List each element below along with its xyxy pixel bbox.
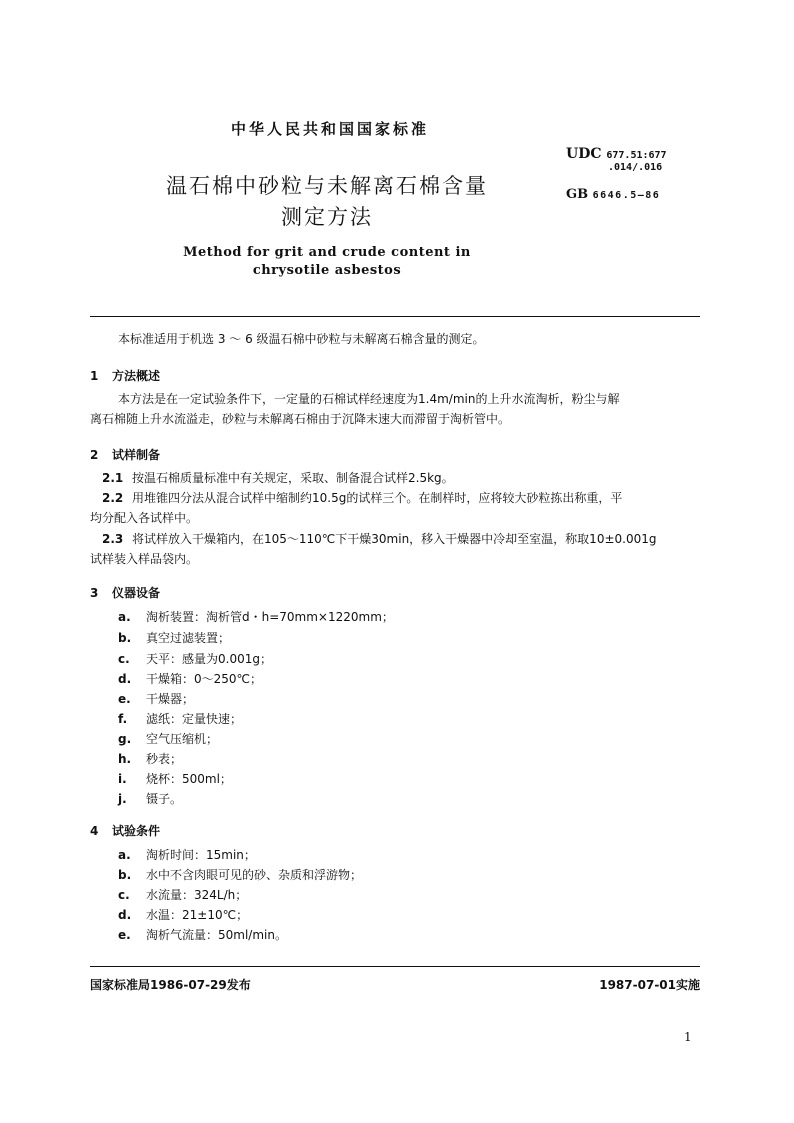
item-text: 淘析装置：淘析管d・h=70mm×1220mm； [146, 610, 394, 624]
equipment-item [118, 730, 218, 749]
item-letter: e. [118, 928, 131, 942]
item-text: 滤纸：定量快速； [146, 712, 243, 726]
condition-item [118, 866, 362, 885]
item-text: 烧杯：500ml； [146, 772, 232, 786]
section-1-heading [90, 367, 160, 384]
udc-code-line-2: .014/.016 [608, 162, 663, 173]
item-letter: e. [118, 692, 131, 706]
title-line-1: 温石棉中砂粒与未解离石棉含量 [166, 174, 488, 198]
item-letter: f. [118, 712, 128, 726]
udc-code [566, 146, 667, 162]
gb-label: GB [566, 187, 589, 202]
section-title: 试验条件 [112, 824, 161, 838]
clause-text: 将试样放入干燥箱内，在105～110℃下干燥30min，移入干燥器中冷却至室温，称取10±0.001g [132, 532, 657, 546]
item-text: 干燥箱：0～250℃； [146, 672, 263, 686]
item-text: 镊子。 [146, 792, 183, 806]
section-3-heading [90, 584, 160, 601]
section-title: 试样制备 [112, 448, 161, 462]
item-text: 水流量：324L/h； [146, 888, 248, 902]
item-letter: d. [118, 672, 132, 686]
footer-divider [90, 966, 700, 967]
english-title-line-1: Method for grit and crude content in [183, 245, 471, 260]
item-letter: i. [118, 772, 127, 786]
equipment-item [118, 710, 242, 729]
clause-number: 2.2 [102, 491, 124, 505]
item-letter: g. [118, 732, 132, 746]
item-text: 秒表； [146, 752, 183, 766]
equipment-item [118, 770, 232, 789]
clause-text: 按温石棉质量标准中有关规定，采取、制备混合试样2.5kg。 [132, 471, 454, 485]
item-text: 水中不含肉眼可见的砂、杂质和浮游物； [146, 868, 363, 882]
section-4-heading [90, 822, 160, 839]
issue-date: 国家标准局1986-07-29发布 [90, 978, 251, 992]
section-title: 仪器设备 [112, 586, 161, 600]
clause-2-2 [90, 489, 700, 508]
item-letter: c. [118, 652, 130, 666]
section-2-heading [90, 446, 160, 463]
effective-date: 1987-07-01实施 [599, 978, 700, 992]
item-text: 空气压缩机； [146, 732, 219, 746]
item-text: 天平：感量为0.001g； [146, 652, 272, 666]
udc-code-line-1: 677.51:677 [606, 150, 667, 161]
condition-item [118, 906, 248, 925]
clause-2-1 [90, 469, 700, 488]
section-number: 3 [90, 586, 99, 600]
item-letter: d. [118, 908, 132, 922]
equipment-item [118, 670, 262, 689]
section-number: 4 [90, 824, 99, 838]
section-title: 方法概述 [112, 369, 161, 383]
page-number: 1 [684, 1030, 692, 1044]
equipment-item [118, 690, 194, 709]
condition-item [118, 846, 256, 865]
equipment-item [118, 790, 182, 809]
clause-number: 2.1 [102, 471, 124, 485]
clause-number: 2.3 [102, 532, 124, 546]
gb-code: 6646.5—86 [592, 190, 661, 201]
scope-paragraph: 本标准适用于机选 3 ～ 6 级温石棉中砂粒与未解离石棉含量的测定。 [118, 332, 485, 346]
clause-2-2-continuation: 均分配入各试样中。 [90, 511, 199, 525]
item-letter: j. [118, 792, 127, 806]
item-letter: b. [118, 631, 132, 645]
header-divider [90, 316, 700, 317]
item-text: 淘析时间：15min； [146, 848, 256, 862]
item-letter: a. [118, 610, 131, 624]
clause-2-3-continuation: 试样装入样品袋内。 [90, 552, 199, 566]
section-1-text-line-2: 离石棉随上升水流溢走，砂粒与未解离石棉由于沉降末速大而滞留于淘析管中。 [90, 412, 511, 426]
condition-item [118, 926, 287, 945]
title-line-2: 测定方法 [281, 205, 373, 229]
item-letter: c. [118, 888, 130, 902]
clause-2-3 [90, 530, 700, 549]
section-number: 1 [90, 369, 99, 383]
item-text: 干燥器； [146, 692, 195, 706]
item-text: 水温：21±10℃； [146, 908, 249, 922]
item-text: 淘析气流量：50ml/min。 [146, 928, 287, 942]
gb-number [566, 187, 660, 202]
equipment-item [118, 650, 272, 669]
national-standard-label: 中华人民共和国国家标准 [230, 120, 429, 138]
item-text: 真空过滤装置； [146, 631, 231, 645]
equipment-item [118, 608, 394, 627]
equipment-item [118, 750, 182, 769]
clause-text: 用堆锥四分法从混合试样中缩制约10.5g的试样三个。在制样时，应将较大砂粒拣出称重，平 [132, 491, 623, 505]
condition-item [118, 886, 247, 905]
udc-label: UDC [566, 146, 602, 162]
item-letter: b. [118, 868, 132, 882]
item-letter: a. [118, 848, 131, 862]
equipment-item [118, 629, 230, 648]
item-letter: h. [118, 752, 132, 766]
section-number: 2 [90, 448, 99, 462]
english-title-line-2: chrysotile asbestos [252, 263, 402, 278]
section-1-text-line-1: 本方法是在一定试验条件下，一定量的石棉试样经速度为1.4m/min的上升水流淘析，粉尘与解 [118, 392, 620, 406]
